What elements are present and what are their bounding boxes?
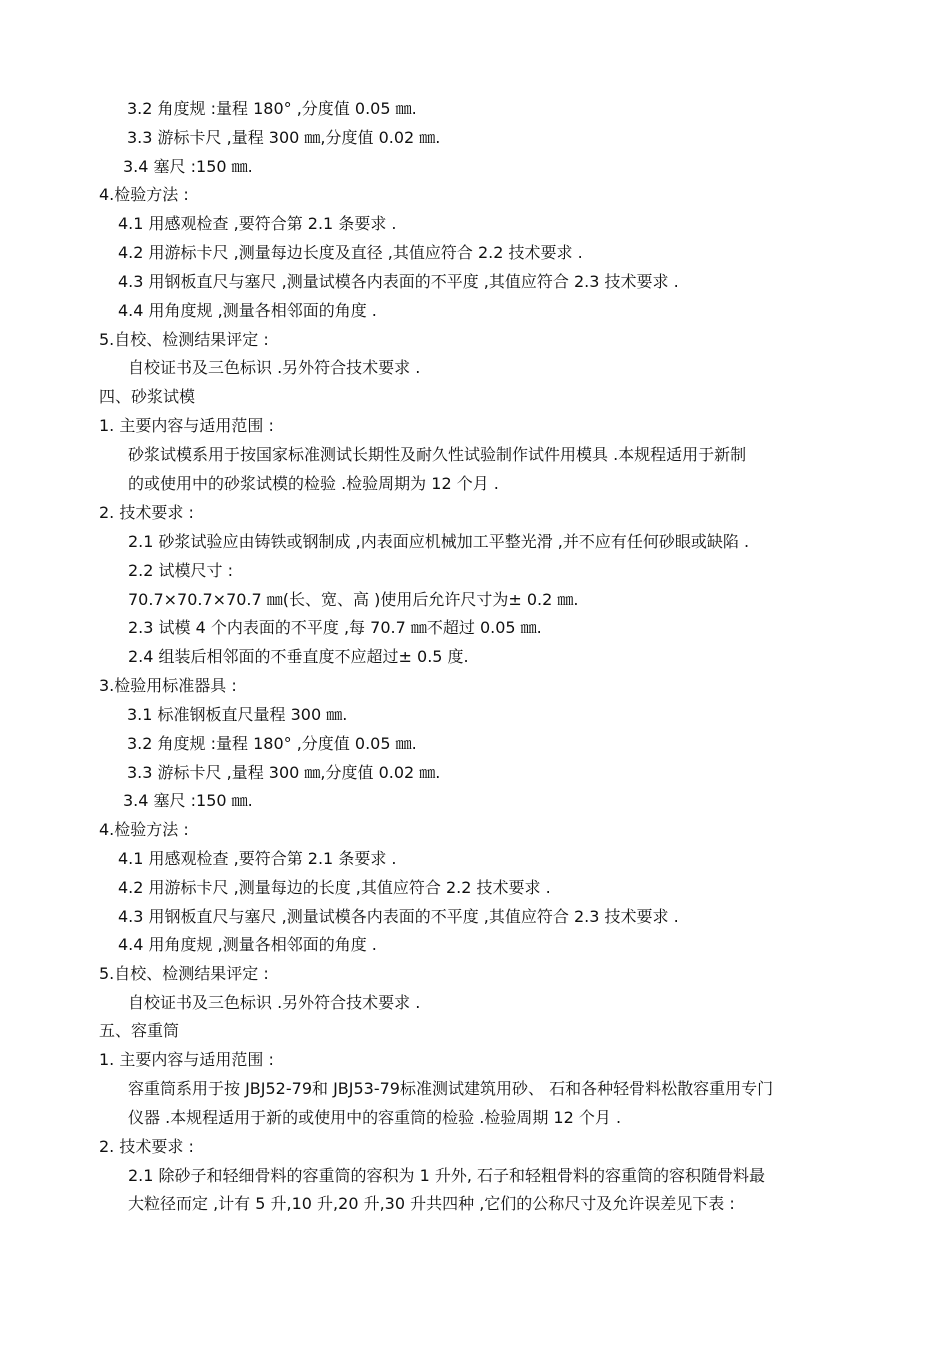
text-line: 4.2 用游标卡尺 ,测量每边长度及直径 ,其值应符合 2.2 技术要求 . [118,243,583,262]
section-heading: 3.检验用标准器具 : [99,676,237,695]
text-line: 2.2 试模尺寸 : [128,561,234,580]
text-line: 4.4 用角度规 ,测量各相邻面的角度 . [118,301,377,320]
text-line: 4.1 用感观检查 ,要符合第 2.1 条要求 . [118,214,397,233]
text-line: 2.1 砂浆试验应由铸铁或钢制成 ,内表面应机械加工平整光滑 ,并不应有任何砂眼或缺陷 . [128,532,750,551]
text-line: 自校证书及三色标识 .另外符合技术要求 . [128,993,421,1012]
section-heading: 5.自校、检测结果评定 : [99,330,269,349]
text-line: 4.2 用游标卡尺 ,测量每边的长度 ,其值应符合 2.2 技术要求 . [118,878,551,897]
text-line: 2.3 试模 4 个内表面的不平度 ,每 70.7 ㎜不超过 0.05 ㎜. [128,618,542,637]
chapter-heading: 五、容重筒 [99,1021,180,1040]
text-line: 仪器 .本规程适用于新的或使用中的容重筒的检验 .检验周期 12 个月 . [128,1108,622,1127]
text-line: 3.2 角度规 :量程 180° ,分度值 0.05 ㎜. [127,734,417,753]
text-line: 2.1 除砂子和轻细骨料的容重筒的容积为 1 升外, 石子和轻粗骨料的容重筒的容积随骨料最 [128,1166,766,1185]
section-heading: 1. 主要内容与适用范围 : [99,1050,274,1069]
section-heading: 2. 技术要求 : [99,1137,194,1156]
section-heading: 2. 技术要求 : [99,503,194,522]
text-line: 4.4 用角度规 ,测量各相邻面的角度 . [118,935,377,954]
text-line: 3.4 塞尺 :150 ㎜. [123,157,253,176]
text-line: 4.3 用钢板直尺与塞尺 ,测量试模各内表面的不平度 ,其值应符合 2.3 技术要求 . [118,907,679,926]
text-line: 3.1 标准钢板直尺量程 300 ㎜. [127,705,348,724]
section-heading: 5.自校、检测结果评定 : [99,964,269,983]
text-line: 自校证书及三色标识 .另外符合技术要求 . [128,358,421,377]
text-line: 大粒径而定 ,计有 5 升,10 升,20 升,30 升共四种 ,它们的公称尺寸及允许误差见下表 : [128,1194,735,1213]
section-heading: 4.检验方法 : [99,820,189,839]
text-line: 的或使用中的砂浆试模的检验 .检验周期为 12 个月 . [128,474,499,493]
section-heading: 4.检验方法 : [99,185,189,204]
text-line: 70.7×70.7×70.7 ㎜(长、宽、高 )使用后允许尺寸为± 0.2 ㎜. [128,590,579,609]
text-line: 3.3 游标卡尺 ,量程 300 ㎜,分度值 0.02 ㎜. [127,763,441,782]
text-line: 4.3 用钢板直尺与塞尺 ,测量试模各内表面的不平度 ,其值应符合 2.3 技术要求 . [118,272,679,291]
section-heading: 1. 主要内容与适用范围 : [99,416,274,435]
chapter-heading: 四、砂浆试模 [99,387,196,406]
text-line: 3.3 游标卡尺 ,量程 300 ㎜,分度值 0.02 ㎜. [127,128,441,147]
text-line: 容重筒系用于按 JBJ52-79和 JBJ53-79标准测试建筑用砂、 石和各种轻骨料松散容重用专门 [128,1079,774,1098]
text-line: 4.1 用感观检查 ,要符合第 2.1 条要求 . [118,849,397,868]
text-line: 3.2 角度规 :量程 180° ,分度值 0.05 ㎜. [127,99,417,118]
text-line: 2.4 组装后相邻面的不垂直度不应超过± 0.5 度. [128,647,469,666]
text-line: 砂浆试模系用于按国家标准测试长期性及耐久性试验制作试件用模具 .本规程适用于新制 [128,445,747,464]
text-line: 3.4 塞尺 :150 ㎜. [123,791,253,810]
